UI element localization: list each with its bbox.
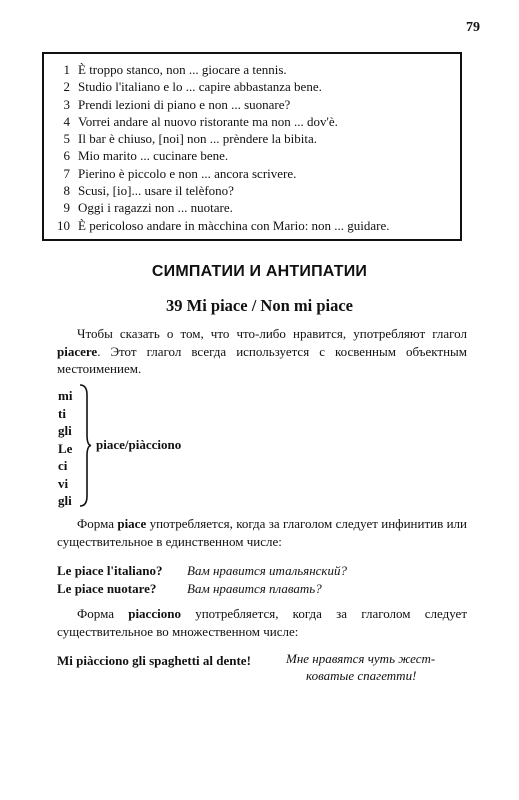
pronoun: ci [58, 458, 68, 473]
lesson-title: 39 Mi piace / Non mi piace [166, 296, 353, 315]
text-run: Форма [77, 606, 129, 621]
exercise-text: Pierino è piccolo e non ... ancora scrivere. [78, 165, 297, 181]
paragraph-piace [57, 515, 467, 550]
exercise-number: 2 [63, 79, 70, 95]
example-italian: Le piace nuotare? [57, 581, 157, 596]
exercise-item [54, 165, 454, 182]
exercise-number: 5 [63, 131, 70, 147]
pronoun: Le [58, 440, 73, 456]
exercise-number: 3 [63, 96, 70, 112]
pronoun: gli [58, 423, 72, 438]
exercise-item [54, 113, 454, 130]
example-russian-line: коватые спагетти! [306, 668, 417, 683]
exercise-text: Oggi i ragazzi non ... nuotare. [78, 200, 233, 216]
curly-brace-icon [78, 383, 92, 508]
term-piace: piace [117, 516, 147, 531]
exercise-number: 7 [63, 165, 70, 181]
exercise-item [54, 96, 454, 113]
exercise-text: È troppo stanco, non ... giocare a tennis. [78, 62, 287, 77]
exercise-number: 9 [63, 200, 70, 216]
term-piacciono: piacciono [128, 606, 181, 621]
term-piacere: piacere [57, 343, 98, 359]
exercise-item [54, 78, 454, 95]
exercise-text: Scusi, [io]... usare il telèfono? [78, 183, 234, 199]
exercise-item [54, 199, 454, 216]
exercise-text: Il bar è chiuso, [noi] non ... prèndere la bibita. [78, 131, 317, 147]
exercise-text: Vorrei andare al nuovo ristorante ma non ... dov'è. [78, 113, 338, 129]
text-run: . Этот глагол всегда используется с косвенным объектным местоимением. [57, 343, 467, 376]
example-russian: Вам нравится итальянский? [187, 563, 348, 578]
example-italian: Le piace l'italiano? [57, 563, 163, 578]
pronoun-list [58, 387, 72, 510]
exercise-number: 10 [57, 217, 70, 233]
example-italian: Mi piàcciono gli spaghetti al dente! [57, 653, 251, 668]
exercise-item [54, 61, 454, 78]
exercise-text: Studio l'italiano e lo ... capire abbastanza bene. [78, 79, 322, 95]
exercise-box [42, 52, 462, 241]
pronoun: vi [58, 475, 69, 491]
exercise-number: 8 [63, 183, 70, 199]
pronoun: ti [58, 405, 66, 421]
exercise-text: Prendi lezioni di piano e non ... suonare? [78, 96, 291, 112]
page-number: 79 [466, 20, 480, 35]
exercise-text: Mio marito ... cucinare bene. [78, 148, 229, 164]
paragraph-piacciono [57, 605, 467, 640]
text-run: употребляется, когда за глаголом следует инфинитив или существительное в единственном числе: [57, 516, 467, 549]
exercise-number: 1 [63, 62, 70, 77]
pronoun: gli [58, 493, 72, 508]
exercise-item [54, 217, 454, 234]
exercise-number: 6 [63, 148, 70, 164]
exercise-text: È pericoloso andare in màcchina con Mario: non ... guidare. [78, 217, 390, 233]
exercise-item [54, 130, 454, 147]
piace-form-label: piace/piàcciono [96, 437, 182, 452]
example-russian: Вам нравится плавать? [187, 581, 322, 596]
pronoun: mi [58, 388, 73, 403]
example-russian-line: Мне нравятся чуть жест- [286, 651, 436, 666]
section-title: СИМПАТИИ И АНТИПАТИИ [151, 263, 368, 280]
paragraph-intro [57, 325, 467, 378]
text-run: Форма [77, 516, 118, 531]
exercise-item [54, 147, 454, 164]
text-run: употребляется, когда за глаголом следует существительное во множественном числе: [57, 606, 467, 639]
example-russian [286, 650, 468, 684]
text-run: Чтобы сказать о том, что что-либо нравится, употребляют глагол [77, 326, 467, 341]
exercise-item [54, 182, 454, 199]
exercise-number: 4 [63, 113, 70, 129]
